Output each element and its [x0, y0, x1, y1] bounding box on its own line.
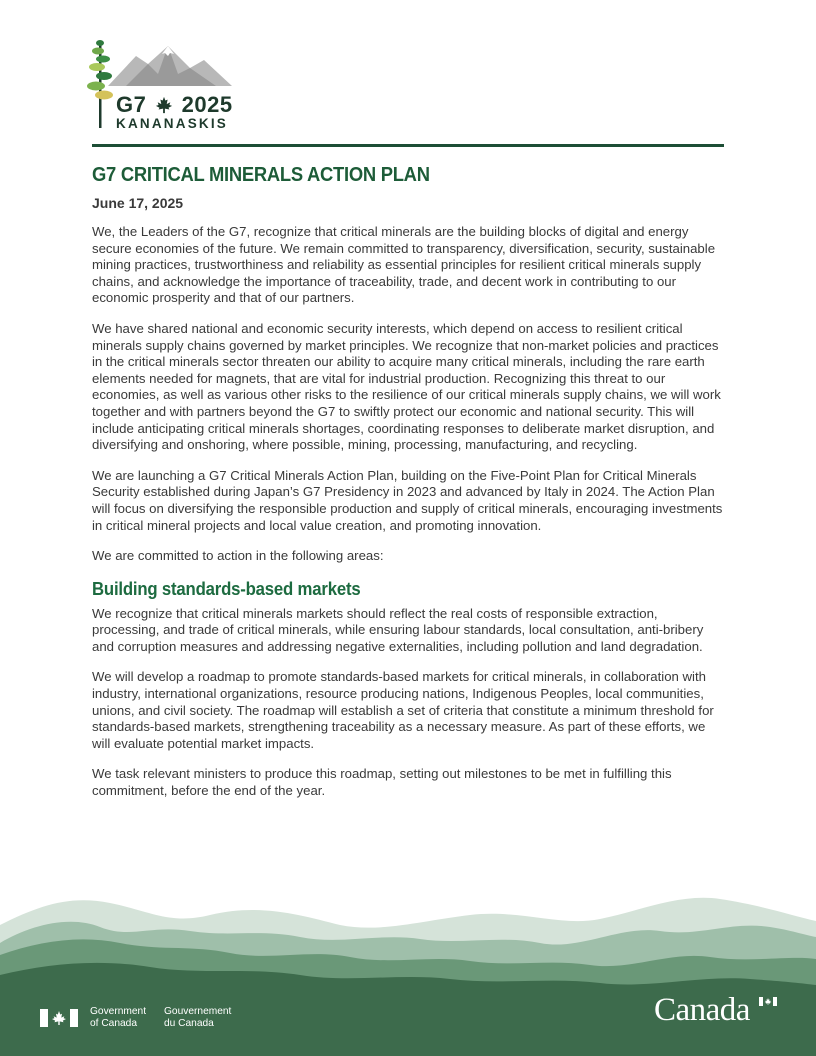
maple-leaf-icon — [155, 96, 173, 114]
section-heading: Building standards-based markets — [92, 578, 361, 599]
section-paragraph: We recognize that critical minerals markets should reflect the real costs of responsible extraction, processing, and trade of critical minerals, while ensuring labour standards, local consultation, anti-bribery and corruption measures and addressing negative externalities, including pollution and land degradation. — [92, 605, 704, 654]
logo-event-year: G7 2025 — [116, 92, 233, 117]
intro-paragraph: We, the Leaders of the G7, recognize that critical minerals are the building blocks of digital and energy secure economies of the future. We remain committed to transparency, diversification, security, sustainable mining practices, trustworthiness and reliability as essential principles for resilient critical minerals supply chains, and acknowledge the importance of traceability, trade, and decent work in contributing to our economic prosperity and that of our partners. — [92, 224, 716, 306]
header-divider — [92, 144, 724, 147]
section-paragraph: We task relevant ministers to produce this roadmap, setting out milestones to be met in fulfilling this commitment, before the end of the year. — [92, 766, 672, 799]
intro-paragraph: We have shared national and economic security interests, which depend on access to resilient critical minerals supply chains governed by market principles. We recognize that non-market policies and practices in the critical minerals sector threaten our ability to acquire many critical minerals, including the rare earth elements needed for magnets, that are vital for industrial production. Recognizing this threat to our economies, as well as various other risks to the resilience of our critical minerals supply chains, we will work together and with partners beyond the G7 to swiftly protect our economic and national security. This will include anticipating critical minerals shortages, coordinating responses to deliberate market disruption, and diversifying and onshoring, where possible, mining, processing, manufacturing, and recycling. — [92, 320, 721, 453]
government-en-label: Government of Canada — [90, 1006, 147, 1029]
intro-paragraph: We are committed to action in the following areas: — [92, 548, 384, 564]
canada-wordmark: Canada — [654, 992, 750, 1028]
document-date: June 17, 2025 — [92, 195, 184, 211]
section-paragraph: We will develop a roadmap to promote standards-based markets for critical minerals, in collaboration with industry, international organizations, resource producing nations, Indigenous Peoples, local communities, unions, and civil society. The roadmap will establish a set of criteria that constitute a minimum threshold for standards-based markets, strengthening traceability as a necessary measure. As part of these efforts, we will evaluate potential market impacts. — [92, 669, 714, 751]
intro-paragraph: We are launching a G7 Critical Minerals Action Plan, building on the Five-Point Plan for Critical Minerals Security established during Japan’s G7 Presidency in 2023 and advanced by Italy in 2024. The Action Plan will focus on diversifying the responsible production and supply of critical minerals, encouraging investments in critical mineral projects and local value creation, and promoting innovation. — [92, 467, 723, 533]
document-body — [92, 224, 724, 814]
g7-kananaskis-logo — [86, 34, 236, 132]
footer-mountain-landscape — [0, 885, 816, 1056]
page-title: G7 CRITICAL MINERALS ACTION PLAN — [92, 164, 430, 186]
logo-location: KANANASKIS — [116, 116, 229, 131]
wordmark-flag-icon — [759, 997, 777, 1006]
canada-flag-icon — [40, 1009, 78, 1027]
government-fr-label: Gouvernement du Canada — [164, 1006, 232, 1029]
